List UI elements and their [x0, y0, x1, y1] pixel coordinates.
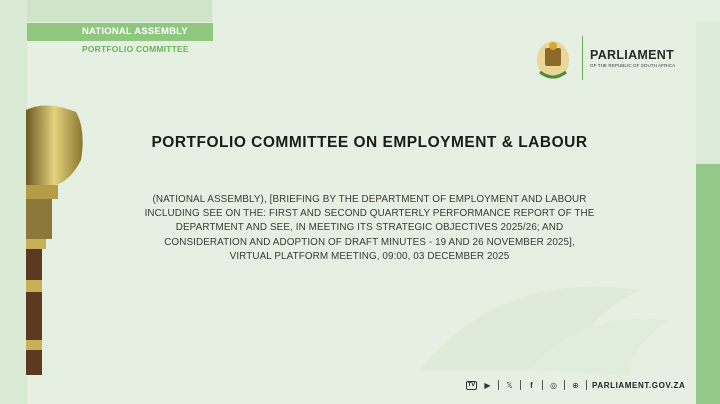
committee-type-label: PORTFOLIO COMMITTEE — [82, 44, 189, 54]
description-line: VIRTUAL PLATFORM MEETING, 09:00, 03 DECEMBER 2025 — [229, 250, 510, 262]
divider — [542, 380, 543, 390]
divider — [520, 380, 521, 390]
right-strip-top — [696, 22, 720, 164]
globe-icon[interactable]: ⊕ — [572, 380, 579, 390]
description-line: (NATIONAL ASSEMBLY), [BRIEFING BY THE DEPARTMENT OF EMPLOYMENT AND LABOUR — [152, 194, 587, 205]
watermark-emblem-graphic — [380, 250, 680, 380]
instagram-icon[interactable]: ◎ — [550, 380, 557, 390]
divider — [564, 380, 565, 390]
mace-graphic — [26, 100, 88, 375]
meeting-description — [118, 193, 621, 264]
top-left-band — [0, 0, 212, 22]
description-line: DEPARTMENT AND SEE, IN MEETING ITS STRATEGIC OBJECTIVES 2025/26; AND — [175, 222, 564, 234]
x-icon[interactable]: 𝕏 — [506, 380, 513, 390]
website-link[interactable]: PARLIAMENT.GOV.ZA — [592, 380, 686, 390]
committee-title: PORTFOLIO COMMITTEE ON EMPLOYMENT & LABOUR — [151, 134, 588, 151]
house-label: NATIONAL ASSEMBLY — [82, 26, 188, 37]
youtube-icon[interactable]: ▶ — [484, 380, 491, 390]
divider — [498, 380, 499, 390]
parliament-subtitle: OF THE REPUBLIC OF SOUTH AFRICA — [590, 63, 676, 68]
description-line: CONSIDERATION AND ADOPTION OF DRAFT MINUTES - 19 AND 26 NOVEMBER 2025], — [164, 236, 575, 248]
social-footer — [466, 378, 685, 392]
description-line: INCLUDING SEE ON THE: FIRST AND SECOND QUARTERLY PERFORMANCE REPORT OF THE — [144, 208, 595, 220]
right-strip-bottom — [696, 164, 720, 404]
facebook-icon[interactable]: f — [530, 380, 533, 390]
left-band — [0, 0, 27, 404]
divider — [586, 380, 587, 390]
parliament-tv-icon[interactable]: TV — [467, 381, 476, 388]
logo-divider — [582, 36, 583, 80]
parliament-title: PARLIAMENT — [590, 48, 675, 62]
